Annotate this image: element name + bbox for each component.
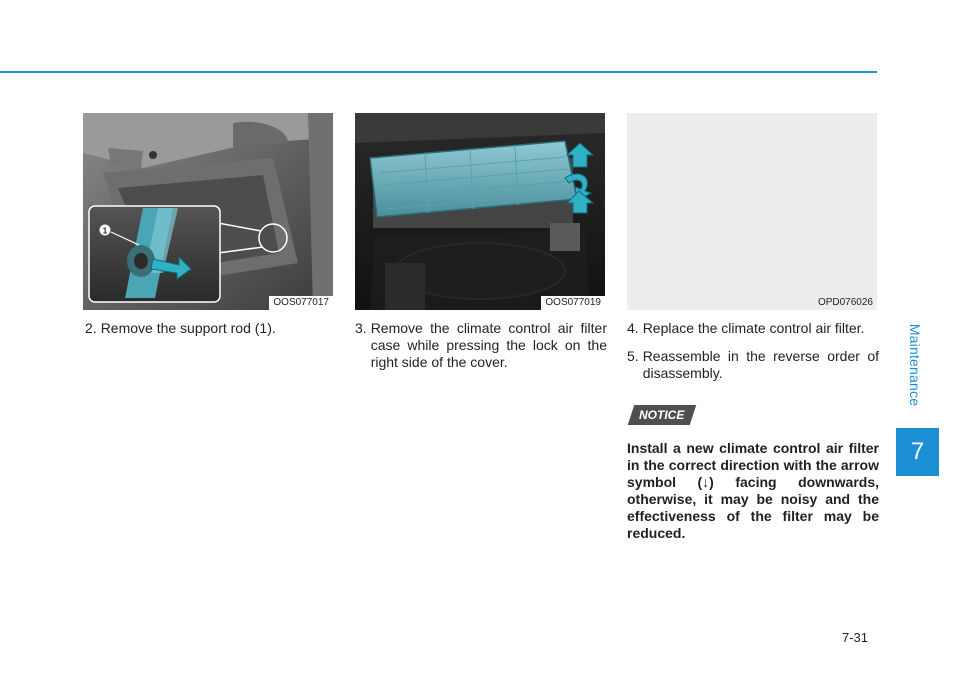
step-item: [627, 320, 879, 337]
page-number: 7-31: [842, 630, 869, 645]
column-steps-4-5: [627, 320, 879, 382]
figure-replace-filter: [627, 113, 877, 310]
chapter-tab: 7: [896, 428, 939, 476]
step-text: Remove the support rod (1).: [100, 320, 276, 336]
step-number: 5.: [627, 348, 639, 364]
notice-label: NOTICE: [639, 408, 685, 422]
figure-code: OOS077019: [541, 296, 605, 310]
figure-code: OOS077017: [269, 296, 333, 310]
step-text: Reassemble in the reverse order of disassembly.: [642, 348, 879, 381]
support-rod-photo: [83, 113, 333, 310]
filter-case-photo: [355, 113, 605, 310]
column-step-2: [85, 320, 337, 337]
header-rule: [0, 71, 877, 73]
column-step-3: [355, 320, 607, 371]
notice-text: Install a new climate control air filter in the correct direction with the arrow symbol (↓) facing downwards, otherwise, it may be noisy and the effectiveness of the filter may be reduced.: [627, 440, 879, 541]
figure-support-rod: [83, 113, 333, 310]
callout-1: 1: [102, 226, 108, 236]
figure-code: OPD076026: [814, 296, 877, 310]
step-item: [627, 348, 879, 382]
step-text: Replace the climate control air filter.: [642, 320, 865, 336]
step-number: 3.: [355, 320, 367, 336]
step-item: [85, 320, 337, 337]
step-text: Remove the climate control air filter case while pressing the lock on the right side of the cover.: [370, 320, 607, 370]
step-number: 4.: [627, 320, 639, 336]
step-number: 2.: [85, 320, 97, 336]
section-title: Maintenance: [907, 323, 923, 407]
step-item: [355, 320, 607, 371]
notice-badge: [628, 405, 696, 425]
figure-filter-case: [355, 113, 605, 310]
section-side-label: [899, 300, 931, 430]
